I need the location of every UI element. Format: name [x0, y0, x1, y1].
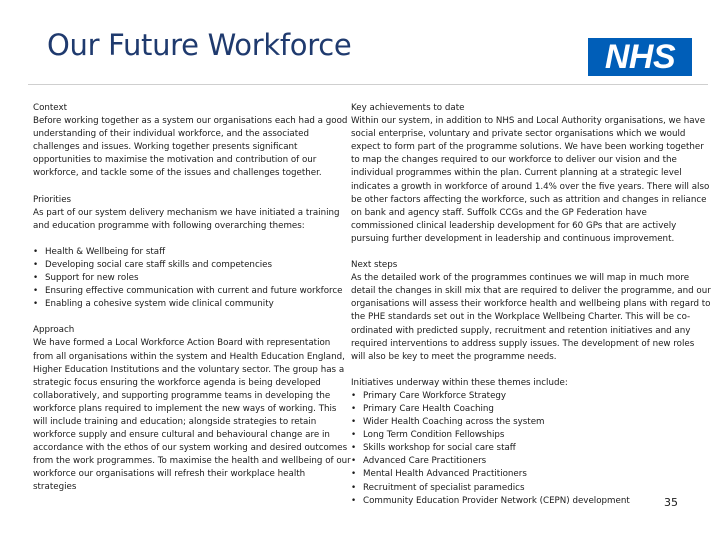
themes-section — [33, 246, 351, 311]
initiatives-section — [351, 377, 711, 508]
list-item: • Skills workshop for social care staff — [351, 442, 711, 455]
nhs-logo: NHS — [588, 38, 692, 76]
list-item: • Advanced Care Practitioners — [351, 455, 711, 468]
approach-section — [33, 324, 351, 494]
achievements-section — [351, 102, 711, 246]
priorities-heading: Priorities — [33, 194, 72, 205]
list-item: • Primary Care Health Coaching — [351, 403, 711, 416]
achievements-body: Within our system, in addition to NHS and Local Authority organisations, we have social enterprise, voluntary and private sector organisations which we would expect to form part of the programme solutions. We have been working together to map the changes required to our workforce to deliver our vision and the individual programmes within the plan. Current planning at a strategic level indicates a growth in workforce of around 1.4% over the five years. There will also be other factors affecting the workforce, such as attrition and changes in reliance on bank and agency staff. Suffolk CCGs and the GP Federation have commissioned clinical leadership development for 60 GPs that are actively pursuing further development in leadership and continuous improvement. — [351, 116, 710, 244]
slide-title: Our Future Workforce — [47, 28, 352, 62]
list-item: • Developing social care staff skills and competencies — [33, 259, 351, 272]
initiatives-intro: Initiatives underway within these themes include: — [351, 377, 568, 388]
list-item: • Primary Care Workforce Strategy — [351, 390, 711, 403]
approach-body: We have formed a Local Workforce Action Board with representation from all organisations within the system and Health Education England, Higher Education Institutions and the voluntary sector. The group has a strategic focus ensuring the workforce agenda is being developed collaboratively, and supporting programme teams in developing the workforce plans required to implement the new ways of working. This will include training and education; alongside strategies to retain workforce supply and ensure cultural and behavioural change are in accordance with the ethos of our system working and desired outcomes from the work programmes. To maximise the health and wellbeing of our workforce our organisations will refresh their workplace health strategies — [33, 338, 351, 493]
left-column — [33, 102, 351, 508]
list-item: • Long Term Condition Fellowships — [351, 429, 711, 442]
approach-heading: Approach — [33, 325, 75, 336]
list-item: • Wider Health Coaching across the system — [351, 416, 711, 429]
page-number: 35 — [664, 496, 678, 509]
achievements-heading: Key achievements to date — [351, 103, 465, 113]
next-steps-section — [351, 259, 711, 364]
list-item: • Community Education Provider Network (CEPN) development — [351, 495, 711, 508]
themes-list — [33, 246, 351, 311]
context-section — [33, 102, 351, 181]
list-item: • Enabling a cohesive system wide clinical community — [33, 298, 351, 311]
priorities-body: As part of our system delivery mechanism we have initiated a training and education programme with following overarching themes: — [33, 207, 340, 231]
list-item: • Support for new roles — [33, 272, 351, 285]
right-column — [351, 102, 711, 521]
next-steps-body: As the detailed work of the programmes continues we will map in much more detail the changes in skill mix that are required to deliver the programme, and our organisations will assess their workforce health and wellbeing plans with regard to the PHE standards set out in the Workplace Wellbeing Charter. This will be co-ordinated with predicted supply, recruitment and retention initiatives and any required interventions to address supply issues. The development of new roles will also be key to meet the programme needs. — [351, 273, 711, 362]
priorities-section — [33, 194, 351, 233]
next-steps-heading: Next steps — [351, 260, 398, 271]
title-divider — [28, 84, 708, 85]
context-body: Before working together as a system our organisations each had a good understanding of their individual workforce, and the associated challenges and issues. Working together presents significant opportunities to maximise the motivation and contribution of our workforce, and tackle some of the issues and challenges together. — [33, 116, 348, 179]
list-item: • Mental Health Advanced Practitioners — [351, 468, 711, 481]
initiatives-list — [351, 390, 711, 508]
list-item: • Health & Wellbeing for staff — [33, 246, 351, 259]
list-item: • Recruitment of specialist paramedics — [351, 482, 711, 495]
list-item: • Ensuring effective communication with current and future workforce — [33, 285, 351, 298]
context-heading: Context — [33, 103, 68, 113]
